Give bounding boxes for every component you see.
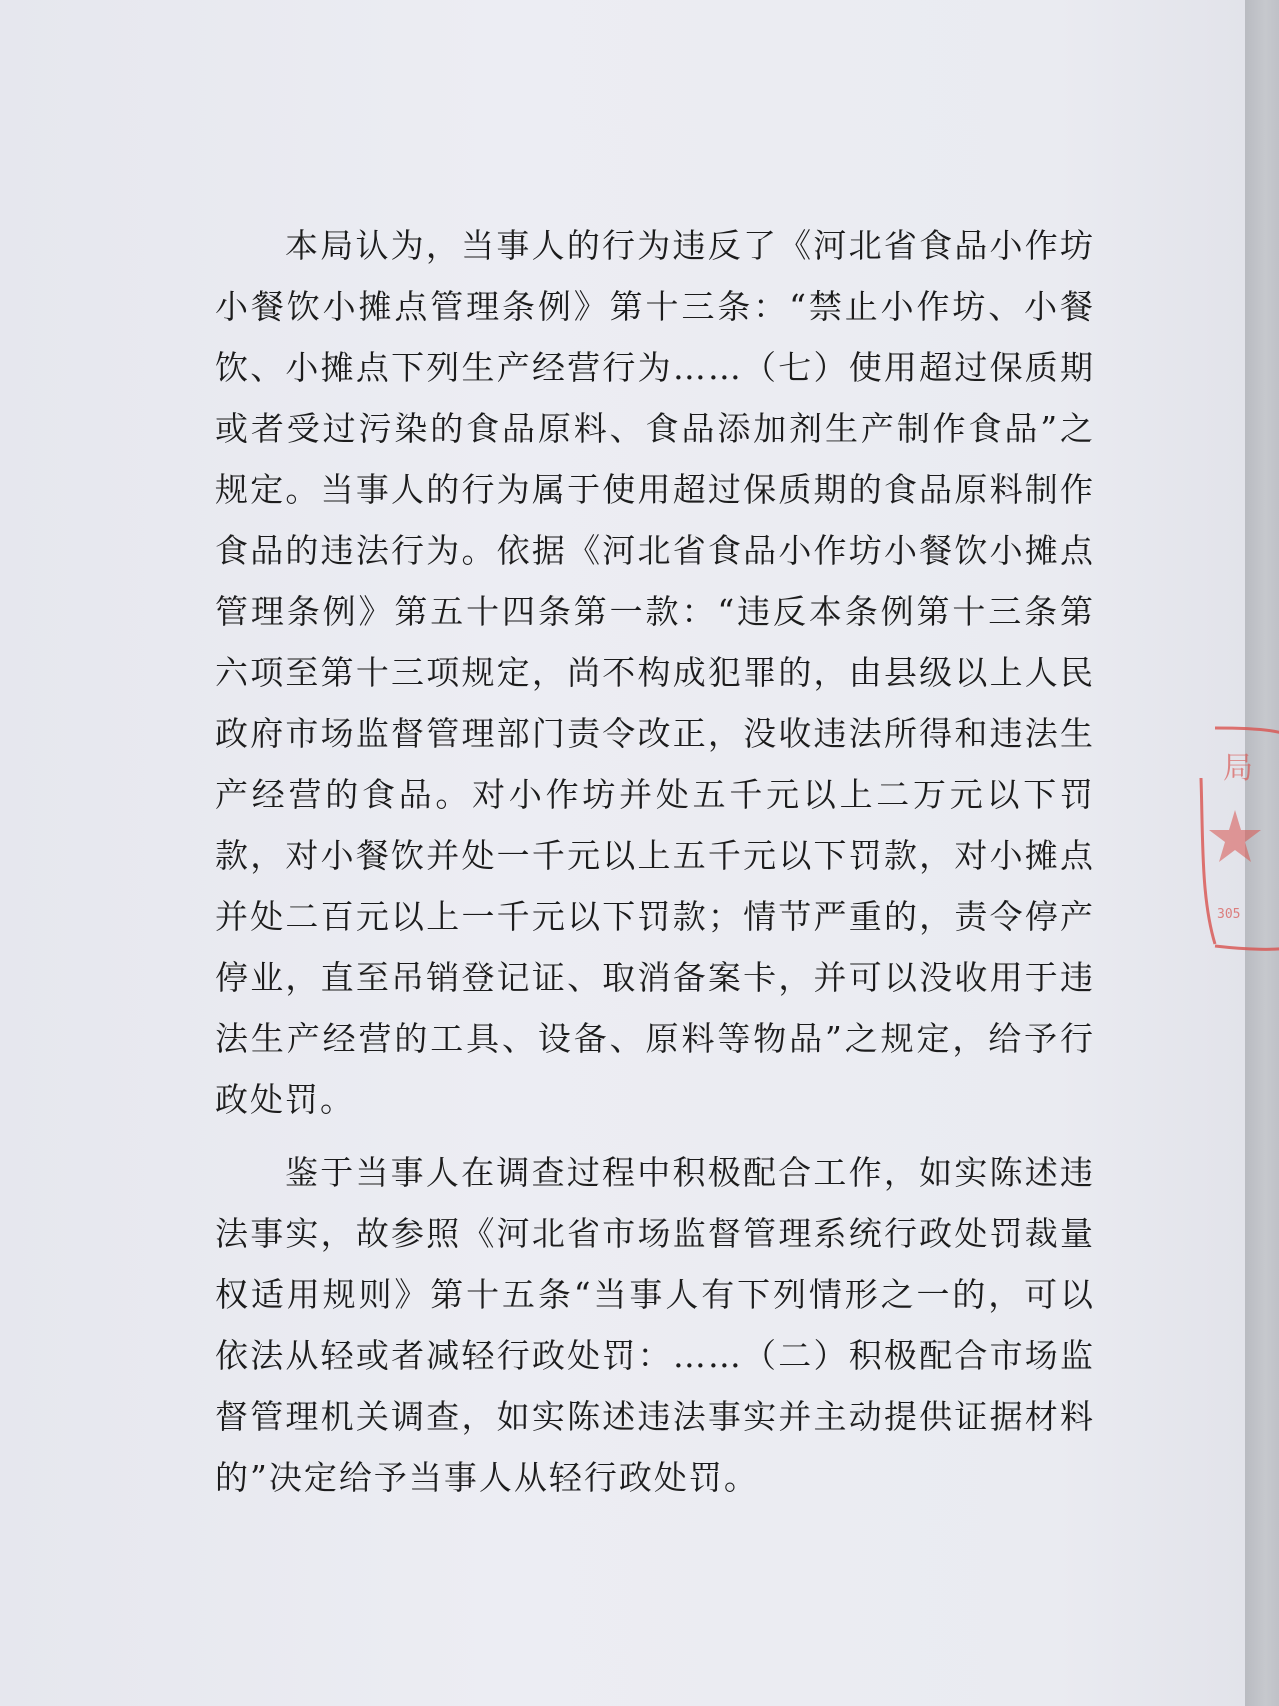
official-seal-stamp xyxy=(1195,718,1279,958)
paragraph-lenient-penalty: 鉴于当事人在调查过程中积极配合工作，如实陈述违法事实，故参照《河北省市场监督管理系统行政处罚裁量权适用规则》第十五条“当事人有下列情形之一的，可以依法从轻或者减轻行政处罚：……（二）积极配合市场监督管理机关调查，如实陈述违法事实并主动提供证据材料的”决定给予当事人从轻行政处罚。 xyxy=(215,1153,1095,1497)
seal-partial-number: 305 xyxy=(1217,907,1241,922)
paragraph-decision-basis: 本局认为，当事人的行为违反了《河北省食品小作坊小餐饮小摊点管理条例》第十三条：“禁止小作坊、小餐饮、小摊点下列生产经营行为……（七）使用超过保质期或者受过污染的食品原料、食品添加剂生产制作食品”之规定。当事人的行为属于使用超过保质期的食品原料制作食品的违法行为。依据《河北省食品小作坊小餐饮小摊点管理条例》第五十四条第一款：“违反本条例第十三条第六项至第十三项规定，尚不构成犯罪的，由县级以上人民政府市场监督管理部门责令改正，没收违法所得和违法生产经营的食品。对小作坊并处五千元以上二万元以下罚款，对小餐饮并处一千元以上五千元以下罚款，对小摊点并处二百元以上一千元以下罚款；情节严重的，责令停产停业，直至吊销登记证、取消备案卡，并可以没收用于违法生产经营的工具、设备、原料等物品”之规定，给予行政处罚。 xyxy=(215,226,1095,1119)
seal-partial-character: 局 xyxy=(1223,751,1253,786)
document-body xyxy=(215,215,1095,1508)
